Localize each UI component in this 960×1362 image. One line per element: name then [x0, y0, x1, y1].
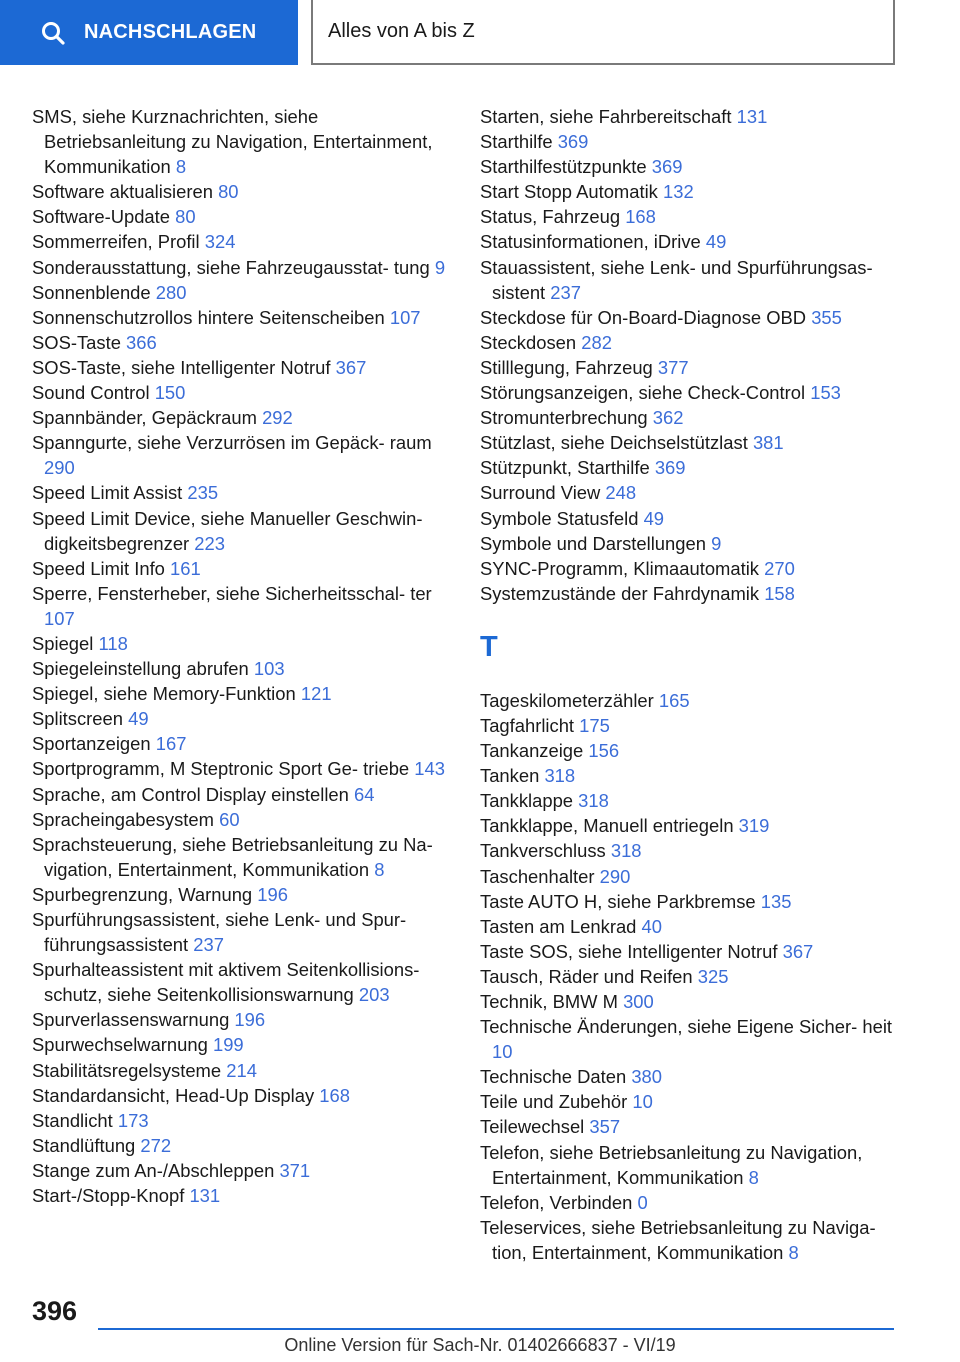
page-link[interactable]: 380	[631, 1066, 663, 1088]
page-link[interactable]: 367	[335, 356, 367, 378]
entry-text: Sonnenschutzrollos hintere Seitenscheiben	[32, 306, 385, 328]
index-entry	[480, 964, 900, 989]
entry-text: Spanngurte, siehe Verzurrösen im Gepäck- raum	[32, 432, 432, 454]
page-link[interactable]: 40	[641, 915, 663, 937]
page-link[interactable]: 167	[155, 733, 187, 755]
page-link[interactable]: 196	[234, 1009, 266, 1031]
page-link[interactable]: 158	[764, 582, 795, 604]
index-entry	[32, 581, 452, 631]
index-entry	[32, 1032, 452, 1057]
page-link[interactable]: 367	[782, 940, 814, 962]
entry-text: Sprachsteuerung, siehe Betriebsanleitung zu Na- vigation, Entertainment, Kommunikation	[32, 833, 433, 880]
index-entry	[32, 556, 452, 581]
page-link[interactable]: 325	[697, 965, 729, 987]
page-link[interactable]: 135	[760, 890, 792, 912]
index-entry	[480, 104, 900, 129]
index-entry	[480, 1215, 900, 1265]
page-link[interactable]: 173	[117, 1109, 149, 1131]
page-link[interactable]: 80	[218, 181, 239, 203]
footer-divider	[98, 1328, 894, 1330]
entry-text: Tankverschluss	[480, 840, 606, 862]
page-link[interactable]: 362	[652, 407, 684, 429]
index-entry	[32, 1158, 452, 1183]
page-link[interactable]: 199	[212, 1034, 244, 1056]
entry-text: Spurverlassenswarnung	[32, 1009, 230, 1031]
index-entry	[32, 330, 452, 355]
index-entry	[480, 763, 900, 788]
entry-text: Tageskilometerzähler	[480, 689, 654, 711]
page-link[interactable]: 203	[358, 984, 390, 1006]
entry-text: Stromunterbrechung	[480, 407, 648, 429]
page-link[interactable]: 107	[44, 607, 75, 629]
page-link[interactable]: 196	[257, 883, 288, 905]
page-number: 396	[32, 1296, 78, 1326]
entry-text: Sonderausstattung, siehe Fahrzeugausstat- tung	[32, 256, 430, 278]
entry-text: Software-Update	[32, 206, 171, 228]
index-entry	[32, 681, 452, 706]
page-link[interactable]: 150	[154, 382, 186, 404]
entry-text: Taste AUTO H, siehe Parkbremse	[480, 890, 756, 912]
entry-text: Stützlast, siehe Deichselstützlast	[480, 432, 748, 454]
entry-text: Technik, BMW M	[480, 991, 618, 1012]
index-entry	[480, 914, 900, 939]
index-entry	[32, 506, 452, 556]
index-entry	[480, 688, 900, 713]
index-entry	[32, 1007, 452, 1032]
index-entry	[480, 989, 900, 1014]
index-entry	[32, 756, 452, 781]
entry-text: SOS-Taste, siehe Intelligenter Notruf	[32, 356, 331, 378]
page-link[interactable]: 8	[175, 156, 187, 178]
page-link[interactable]: 214	[226, 1059, 257, 1081]
index-entry	[32, 1083, 452, 1108]
entry-text: Technische Änderungen, siehe Eigene Sicher- heit	[480, 1016, 893, 1038]
index-entry	[480, 738, 900, 763]
entry-text: Surround View	[480, 482, 601, 504]
page-title: Alles von A bis Z	[311, 0, 895, 65]
page-link[interactable]: 161	[170, 557, 201, 579]
index-entry	[32, 882, 452, 907]
entry-text: Splitscreen	[32, 708, 123, 730]
entry-text: Teile und Zubehör	[480, 1091, 628, 1113]
entry-text: Spannbänder, Gepäckraum	[32, 407, 257, 429]
index-group-s	[480, 104, 900, 606]
index-entry	[480, 405, 900, 430]
entry-text: Spiegeleinstellung abrufen	[32, 658, 249, 680]
index-entry	[480, 455, 900, 480]
index-entry	[480, 1140, 900, 1190]
entry-text: Sportprogramm, M Steptronic Sport Ge- triebe	[32, 758, 410, 780]
section-letter: T	[480, 630, 498, 663]
page-link[interactable]: 282	[581, 331, 612, 353]
entry-text: Start-/Stopp-Knopf	[32, 1185, 185, 1207]
page-link[interactable]: 270	[764, 557, 795, 579]
page-link[interactable]: 369	[654, 457, 686, 479]
index-entry	[32, 380, 452, 405]
index-entry	[480, 229, 900, 254]
index-entry	[480, 788, 900, 813]
index-entry	[480, 1190, 900, 1215]
page-link[interactable]: 248	[605, 482, 637, 504]
entry-text: Starthilfe	[480, 131, 553, 153]
index-entry	[32, 305, 452, 330]
page-link[interactable]: 132	[663, 181, 694, 203]
index-entry	[480, 506, 900, 531]
entry-text: Spurhalteassistent mit aktivem Seitenkollisions- schutz, siehe Seitenkollisionswarnung	[32, 959, 420, 1006]
entry-text: Störungsanzeigen, siehe Check-Control	[480, 382, 806, 404]
page-link[interactable]: 0	[637, 1191, 648, 1213]
entry-text: Tagfahrlicht	[480, 714, 575, 736]
entry-text: SYNC-Programm, Klimaautomatik	[480, 557, 759, 579]
index-entry	[32, 1058, 452, 1083]
index-entry	[480, 1014, 900, 1064]
index-entry	[32, 957, 452, 1007]
index-entry	[32, 706, 452, 731]
page-link[interactable]: 9	[434, 256, 446, 278]
index-entry	[32, 255, 452, 280]
entry-text: Technische Daten	[480, 1066, 627, 1088]
index-entry	[480, 355, 900, 380]
entry-text: Stauassistent, siehe Lenk- und Spurführungsas- sistent	[480, 256, 873, 303]
page-link[interactable]: 369	[651, 156, 683, 178]
page-link[interactable]: 60	[219, 808, 240, 830]
entry-text: Sperre, Fensterheber, siehe Sicherheitsschal- ter	[32, 582, 432, 604]
entry-text: Sound Control	[32, 382, 150, 404]
entry-text: Sprache, am Control Display einstellen	[32, 783, 349, 805]
entry-text: Steckdosen	[480, 331, 577, 353]
page-link[interactable]: 118	[98, 632, 128, 654]
index-entry	[32, 204, 452, 229]
index-entry	[480, 430, 900, 455]
index-entry	[480, 380, 900, 405]
page-link[interactable]: 318	[544, 765, 576, 787]
entry-text: Speed Limit Info	[32, 557, 165, 579]
index-column-left	[32, 104, 452, 1208]
page-link[interactable]: 324	[204, 231, 236, 253]
entry-text: Sommerreifen, Profil	[32, 231, 200, 253]
page-link[interactable]: 165	[658, 689, 690, 711]
page-link[interactable]: 153	[810, 382, 841, 404]
index-entry	[480, 581, 900, 606]
page-link[interactable]: 319	[738, 815, 770, 837]
index-entry	[480, 889, 900, 914]
tab-label: NACHSCHLAGEN	[84, 21, 257, 43]
entry-text: Spiegel, siehe Memory-Funktion	[32, 683, 296, 705]
entry-text: Statusinformationen, iDrive	[480, 231, 701, 253]
entry-text: Stange zum An-/Abschleppen	[32, 1159, 275, 1181]
index-entry	[32, 907, 452, 957]
page-link[interactable]: 235	[187, 482, 219, 504]
index-entry	[32, 1183, 452, 1208]
entry-text: Teilewechsel	[480, 1116, 585, 1138]
index-entry	[480, 713, 900, 738]
index-entry	[32, 656, 452, 681]
entry-text: Spurführungsassistent, siehe Lenk- und Spur- führungsassistent	[32, 909, 407, 956]
entry-text: Spurwechselwarnung	[32, 1034, 208, 1056]
page-link[interactable]: 377	[657, 356, 689, 378]
entry-text: Standlüftung	[32, 1134, 136, 1156]
entry-text: Tankklappe	[480, 790, 574, 812]
index-entry	[480, 154, 900, 179]
index-entry	[480, 480, 900, 505]
index-entry	[32, 832, 452, 882]
entry-text: Standardansicht, Head-Up Display	[32, 1084, 315, 1106]
page-link[interactable]: 292	[262, 407, 293, 429]
entry-text: Taschenhalter	[480, 865, 595, 887]
page-link[interactable]: 10	[632, 1091, 653, 1113]
entry-text: Spurbegrenzung, Warnung	[32, 883, 253, 905]
index-entry	[480, 556, 900, 581]
entry-text: Teleservices, siehe Betriebsanleitung zu Naviga- tion, Entertainment, Kommunikation	[480, 1216, 876, 1263]
entry-text: Tanken	[480, 765, 540, 787]
page-link[interactable]: 237	[193, 934, 224, 956]
entry-text: Start Stopp Automatik	[480, 181, 658, 203]
footer-text: Online Version für Sach-Nr. 01402666837 - VI/19	[284, 1335, 676, 1355]
page-link[interactable]: 290	[44, 457, 75, 479]
page-link[interactable]: 131	[736, 106, 768, 127]
page-link[interactable]: 49	[643, 507, 665, 529]
page-link[interactable]: 80	[175, 206, 196, 228]
entry-text: SOS-Taste	[32, 331, 121, 353]
page-link[interactable]: 300	[623, 991, 654, 1012]
page-link[interactable]: 103	[253, 658, 285, 680]
page-link[interactable]: 168	[625, 206, 656, 228]
index-entry	[480, 531, 900, 556]
page-link[interactable]: 64	[354, 783, 375, 805]
page-link[interactable]: 8	[374, 858, 385, 880]
entry-text: Spracheingabesystem	[32, 808, 214, 830]
page-link[interactable]: 357	[589, 1116, 621, 1138]
page-link[interactable]: 156	[588, 740, 620, 762]
entry-text: Systemzustände der Fahrdynamik	[480, 582, 760, 604]
nachschlagen-tab[interactable]	[0, 0, 298, 65]
entry-text: Sportanzeigen	[32, 733, 151, 755]
entry-text: Taste SOS, siehe Intelligenter Notruf	[480, 940, 778, 962]
index-entry	[32, 807, 452, 832]
index-entry	[480, 864, 900, 889]
page-link[interactable]: 290	[599, 865, 631, 887]
index-entry	[32, 1108, 452, 1133]
page-link[interactable]: 371	[279, 1159, 311, 1181]
page-link[interactable]: 121	[300, 683, 332, 705]
index-entry	[32, 631, 452, 656]
page-link[interactable]: 280	[155, 281, 187, 303]
index-entry	[480, 330, 900, 355]
index-entry	[480, 255, 900, 305]
page-link[interactable]: 9	[711, 532, 722, 554]
page-link[interactable]: 223	[194, 532, 225, 554]
entry-text: Starten, siehe Fahrbereitschaft	[480, 106, 732, 127]
index-entry	[480, 838, 900, 863]
entry-text: Starthilfestützpunkte	[480, 156, 647, 178]
page-link[interactable]: 131	[189, 1185, 221, 1207]
entry-text: SMS, siehe Kurznachrichten, siehe Betriebsanleitung zu Navigation, Entertainment, Kommunikation	[32, 106, 433, 178]
entry-text: Spiegel	[32, 632, 94, 654]
index-entry	[32, 179, 452, 204]
entry-text: Sonnenblende	[32, 281, 151, 303]
page-link[interactable]: 8	[788, 1241, 799, 1263]
page-link[interactable]: 355	[811, 306, 842, 328]
index-entry	[480, 1114, 900, 1139]
entry-text: Symbole Statusfeld	[480, 507, 639, 529]
index-entry	[32, 104, 452, 179]
page-link[interactable]: 10	[492, 1041, 513, 1063]
entry-text: Symbole und Darstellungen	[480, 532, 706, 554]
index-entry	[32, 229, 452, 254]
page-link[interactable]: 175	[579, 714, 610, 736]
index-entry	[480, 813, 900, 838]
index-entry	[32, 731, 452, 756]
page-link[interactable]: 369	[557, 131, 589, 153]
index-entry	[480, 305, 900, 330]
page-link[interactable]: 143	[414, 758, 445, 780]
page-link[interactable]: 381	[752, 432, 784, 454]
entry-text: Stabilitätsregelsysteme	[32, 1059, 222, 1081]
index-entry	[32, 480, 452, 505]
entry-text: Telefon, siehe Betriebsanleitung zu Navigation, Entertainment, Kommunikation	[480, 1141, 863, 1188]
page-link[interactable]: 107	[389, 306, 421, 328]
index-entry	[480, 129, 900, 154]
entry-text: Telefon, Verbinden	[480, 1191, 638, 1213]
entry-text: Stilllegung, Fahrzeug	[480, 356, 653, 378]
entry-text: Status, Fahrzeug	[480, 206, 621, 228]
entry-text: Stützpunkt, Starthilfe	[480, 457, 650, 479]
search-icon	[40, 20, 66, 46]
entry-text: Steckdose für On-Board-Diagnose OBD	[480, 306, 807, 328]
page-link[interactable]: 49	[705, 231, 727, 253]
index-column-right	[480, 104, 900, 1265]
index-entry	[32, 405, 452, 430]
index-entry	[480, 939, 900, 964]
index-entry	[480, 179, 900, 204]
index-group-t	[480, 688, 900, 1265]
entry-text: Speed Limit Device, siehe Manueller Geschwin- digkeitsbegrenzer	[32, 507, 423, 554]
index-entry	[32, 355, 452, 380]
index-entry	[32, 1133, 452, 1158]
entry-text: Tasten am Lenkrad	[480, 915, 637, 937]
index-entry	[480, 1064, 900, 1089]
entry-text: Speed Limit Assist	[32, 482, 183, 504]
page-link[interactable]: 318	[578, 790, 609, 812]
page-link[interactable]: 272	[140, 1134, 172, 1156]
entry-text: Standlicht	[32, 1109, 113, 1131]
index-entry	[32, 430, 452, 480]
page-link[interactable]: 318	[610, 840, 642, 862]
page-link[interactable]: 49	[128, 708, 149, 730]
page-link[interactable]: 168	[319, 1084, 350, 1106]
index-entry	[480, 1089, 900, 1114]
index-entry	[480, 204, 900, 229]
index-entry	[32, 280, 452, 305]
entry-text: Tankanzeige	[480, 740, 584, 762]
page-link[interactable]: 8	[748, 1166, 759, 1188]
page-link[interactable]: 366	[126, 331, 157, 353]
entry-text: Tankklappe, Manuell entriegeln	[480, 815, 734, 837]
page-link[interactable]: 237	[550, 281, 581, 303]
entry-text: Software aktualisieren	[32, 181, 213, 203]
entry-text: Tausch, Räder und Reifen	[480, 965, 693, 987]
index-entry	[32, 782, 452, 807]
